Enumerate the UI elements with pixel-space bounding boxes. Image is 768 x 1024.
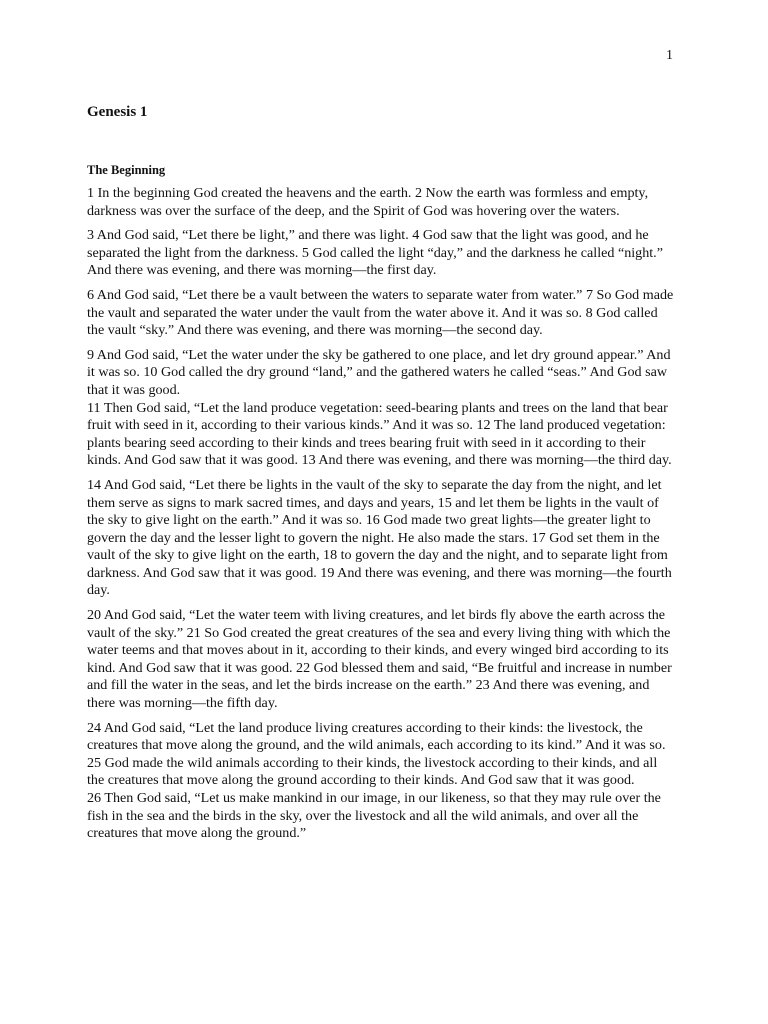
paragraph-verses-1-2: 1 In the beginning God created the heavens and the earth. 2 Now the earth was formless and empty, darkness was over the surface of the deep, and the Spirit of God was hovering over the waters. [87,185,649,219]
paragraph-verses-14-19: 14 And God said, “Let there be lights in the vault of the sky to separate the day from the night, and let them serve as signs to mark sacred times, and days and years, 15 and let them be lights in the vault of the sky to give light on the earth.” And it was so. 16 God made two great lights—the greater light to govern the day and the lesser light to govern the night. He also made the stars. 17 God set them in the vault of the sky to give light on the earth, 18 to govern the day and the night, and to separate light from darkness. And God saw that it was good. 19 And there was evening, and there was morning—the fourth day. [87,476,672,599]
paragraph-verses-3-5: 3 And God said, “Let there be light,” and there was light. 4 God saw that the light was good, and he separated the light from the darkness. 5 God called the light “day,” and the darkness he called “night.” And there was evening, and there was morning—the first day. [87,227,663,279]
paragraph-verses-24-25: 24 And God said, “Let the land produce living creatures according to their kinds: the livestock, the creatures that move along the ground, and the wild animals, each according to its kind.” And it was so. 25 God made the wild animals according to their kinds, the livestock according to their kinds, and all the creatures that move along the ground according to their kinds. And God saw that it was good. [87,719,666,789]
document-title: Genesis 1 [87,104,148,120]
paragraph-verses-6-8: 6 And God said, “Let there be a vault between the waters to separate water from water.” 7 So God made the vault and separated the water under the vault from the water above it. And it was so. 8 God called the vault “sky.” And there was evening, and there was morning—the second day. [87,286,674,339]
paragraph-verses-9-10: 9 And God said, “Let the water under the sky be gathered to one place, and let dry ground appear.” And it was so. 10 God called the dry ground “land,” and the gathered waters he called “seas.” And God saw that it was good. [87,346,671,398]
document-body [87,185,677,843]
paragraph-verse-26: 26 Then God said, “Let us make mankind in our image, in our likeness, so that they may rule over the fish in the sea and the birds in the sky, over the livestock and all the wild animals, and over all the creatures that move along the ground.” [87,790,661,842]
paragraph-verses-20-23: 20 And God said, “Let the water teem with living creatures, and let birds fly above the earth across the vault of the sky.” 21 So God created the great creatures of the sea and every living thing with which the water teems and that moves about in it, according to their kinds, and every winged bird according to its kind. And God saw that it was good. 22 God blessed them and said, “Be fruitful and increase in number and fill the water in the seas, and let the birds increase on the earth.” 23 And there was evening, and there was morning—the fifth day. [87,607,672,712]
paragraph-verses-11-13: 11 Then God said, “Let the land produce vegetation: seed-bearing plants and trees on the land that bear fruit with seed in it, according to their various kinds.” And it was so. 12 The land produced vegetation: plants bearing seed according to their kinds and trees bearing fruit with seed in it according to their kinds. And God saw that it was good. 13 And there was evening, and there was morning—the third day. [87,399,672,469]
section-heading: The Beginning [87,163,166,177]
page-number: 1 [666,48,673,63]
